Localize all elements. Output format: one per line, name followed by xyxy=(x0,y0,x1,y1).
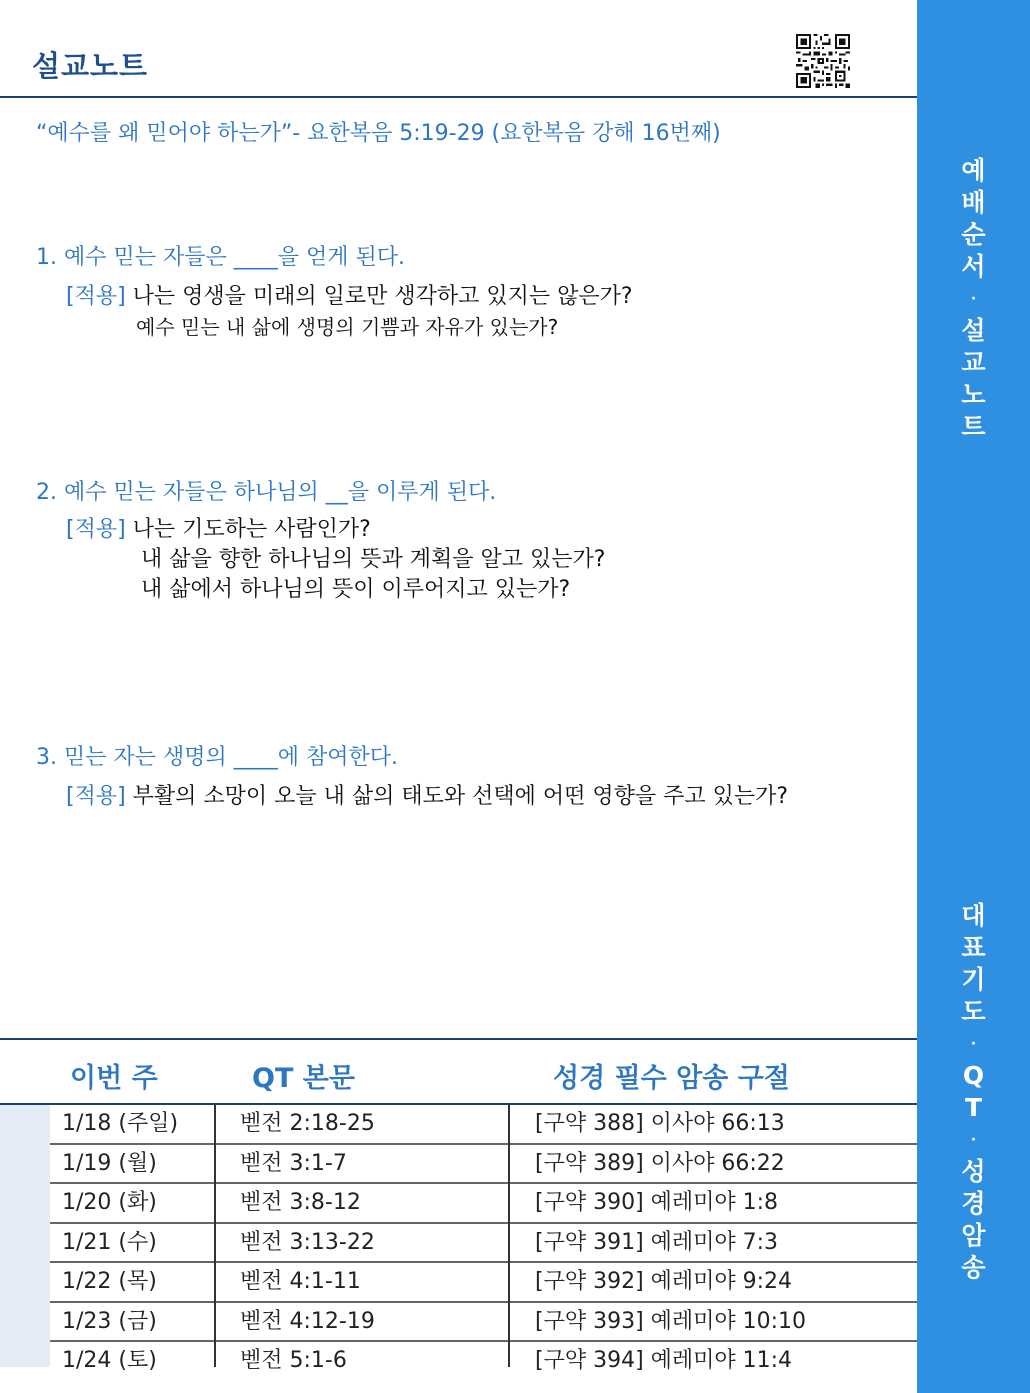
qt-passage-cell: 벧전 4:1-11 xyxy=(240,1269,361,1294)
day-cell: 1/22 (목) xyxy=(62,1269,157,1294)
sidebar-char: 예 xyxy=(961,156,986,185)
sidebar-char: 도 xyxy=(961,997,986,1026)
table-margin-shade xyxy=(0,1105,50,1367)
sidebar-char: 성 xyxy=(961,1157,986,1186)
sidebar-char: 노 xyxy=(961,380,986,409)
section-sidebar xyxy=(917,0,1030,1393)
sidebar-char: 경 xyxy=(961,1189,986,1218)
qt-passage-cell: 벧전 3:1-7 xyxy=(240,1150,347,1176)
sidebar-char: 교 xyxy=(961,348,986,377)
day-cell: 1/21 (수) xyxy=(62,1229,157,1255)
sidebar-char: 배 xyxy=(961,188,986,217)
sidebar-section-prayer-qt-memory[interactable] xyxy=(917,900,1030,1284)
sidebar-char: 서 xyxy=(961,252,986,281)
application-line: 내 삶을 향한 하나님의 뜻과 계획을 알고 있는가? xyxy=(141,547,606,572)
sermon-point-2: 2. 예수 믿는 자들은 하나님의 __을 이루게 된다. xyxy=(36,480,497,505)
table-row xyxy=(50,1105,917,1145)
table-row xyxy=(50,1263,917,1303)
sermon-point-1: 1. 예수 믿는 자들은 ____을 얻게 된다. xyxy=(36,245,405,270)
qt-schedule-table xyxy=(50,1105,917,1380)
sidebar-char: 대 xyxy=(961,901,986,930)
column-header-qt: QT 본문 xyxy=(252,1063,355,1094)
column-header-memory-verse: 성경 필수 암송 구절 xyxy=(553,1063,790,1094)
sidebar-char: 암 xyxy=(961,1221,986,1250)
sermon-title: “예수를 왜 믿어야 하는가”- 요한복음 5:19-29 (요한복음 강해 16번째) xyxy=(36,121,721,146)
day-cell: 1/24 (토) xyxy=(62,1348,157,1373)
table-row xyxy=(50,1145,917,1185)
memory-verse-cell: [구약 389] 이사야 66:22 xyxy=(535,1150,785,1176)
qt-passage-cell: 벧전 3:8-12 xyxy=(240,1190,361,1215)
sidebar-char: 순 xyxy=(961,220,986,249)
sidebar-char: 송 xyxy=(961,1253,986,1282)
memory-verse-cell: [구약 394] 예레미야 11:4 xyxy=(535,1348,793,1373)
application-1 xyxy=(66,282,633,342)
table-column-divider xyxy=(508,1105,510,1367)
page-title: 설교노트 xyxy=(32,49,149,83)
application-tag: [적용] xyxy=(66,284,126,309)
day-cell: 1/20 (화) xyxy=(62,1190,157,1215)
memory-verse-cell: [구약 393] 예레미야 10:10 xyxy=(535,1308,807,1334)
application-line: 나는 영생을 미래의 일로만 생각하고 있지는 않은가? xyxy=(132,284,633,309)
qt-passage-cell: 벧전 2:18-25 xyxy=(240,1111,375,1136)
sidebar-section-worship-order-sermon-notes[interactable] xyxy=(917,155,1030,443)
sidebar-char: T xyxy=(964,1093,983,1122)
table-divider xyxy=(0,1038,917,1040)
application-line: 부활의 소망이 오늘 내 삶의 태도와 선택에 어떤 영향을 주고 있는가? xyxy=(132,784,789,809)
application-line: 내 삶에서 하나님의 뜻이 이루어지고 있는가? xyxy=(141,577,571,602)
qr-code-icon[interactable] xyxy=(796,34,850,88)
table-row xyxy=(50,1184,917,1224)
sidebar-char: 트 xyxy=(961,412,986,441)
table-row xyxy=(50,1303,917,1343)
application-tag: [적용] xyxy=(66,784,126,809)
sidebar-char: 표 xyxy=(961,933,986,962)
table-row xyxy=(50,1342,917,1380)
sidebar-char: Q xyxy=(962,1061,985,1090)
memory-verse-cell: [구약 391] 예레미야 7:3 xyxy=(535,1229,779,1255)
memory-verse-cell: [구약 392] 예레미야 9:24 xyxy=(535,1269,793,1294)
qt-passage-cell: 벧전 3:13-22 xyxy=(240,1229,375,1255)
qt-passage-cell: 벧전 4:12-19 xyxy=(240,1308,375,1334)
sidebar-separator: · xyxy=(970,1132,977,1148)
application-tag: [적용] xyxy=(66,517,126,542)
application-2 xyxy=(66,515,605,605)
application-line: 예수 믿는 내 삶에 생명의 기쁨과 자유가 있는가? xyxy=(136,315,559,339)
sidebar-separator: · xyxy=(970,291,977,307)
day-cell: 1/18 (주일) xyxy=(62,1111,179,1136)
sidebar-char: 기 xyxy=(961,965,986,994)
header-divider xyxy=(0,96,917,98)
column-header-week: 이번 주 xyxy=(70,1063,158,1094)
memory-verse-cell: [구약 390] 예레미야 1:8 xyxy=(535,1190,779,1215)
sidebar-separator: · xyxy=(970,1036,977,1052)
table-row xyxy=(50,1224,917,1264)
day-cell: 1/23 (금) xyxy=(62,1308,157,1334)
sermon-point-3: 3. 믿는 자는 생명의 ____에 참여한다. xyxy=(36,745,398,770)
application-line: 나는 기도하는 사람인가? xyxy=(132,517,371,542)
day-cell: 1/19 (월) xyxy=(62,1150,157,1176)
qt-passage-cell: 벧전 5:1-6 xyxy=(240,1348,347,1373)
application-3 xyxy=(66,782,788,812)
memory-verse-cell: [구약 388] 이사야 66:13 xyxy=(535,1111,785,1136)
table-column-divider xyxy=(214,1105,216,1367)
sidebar-char: 설 xyxy=(961,316,986,345)
